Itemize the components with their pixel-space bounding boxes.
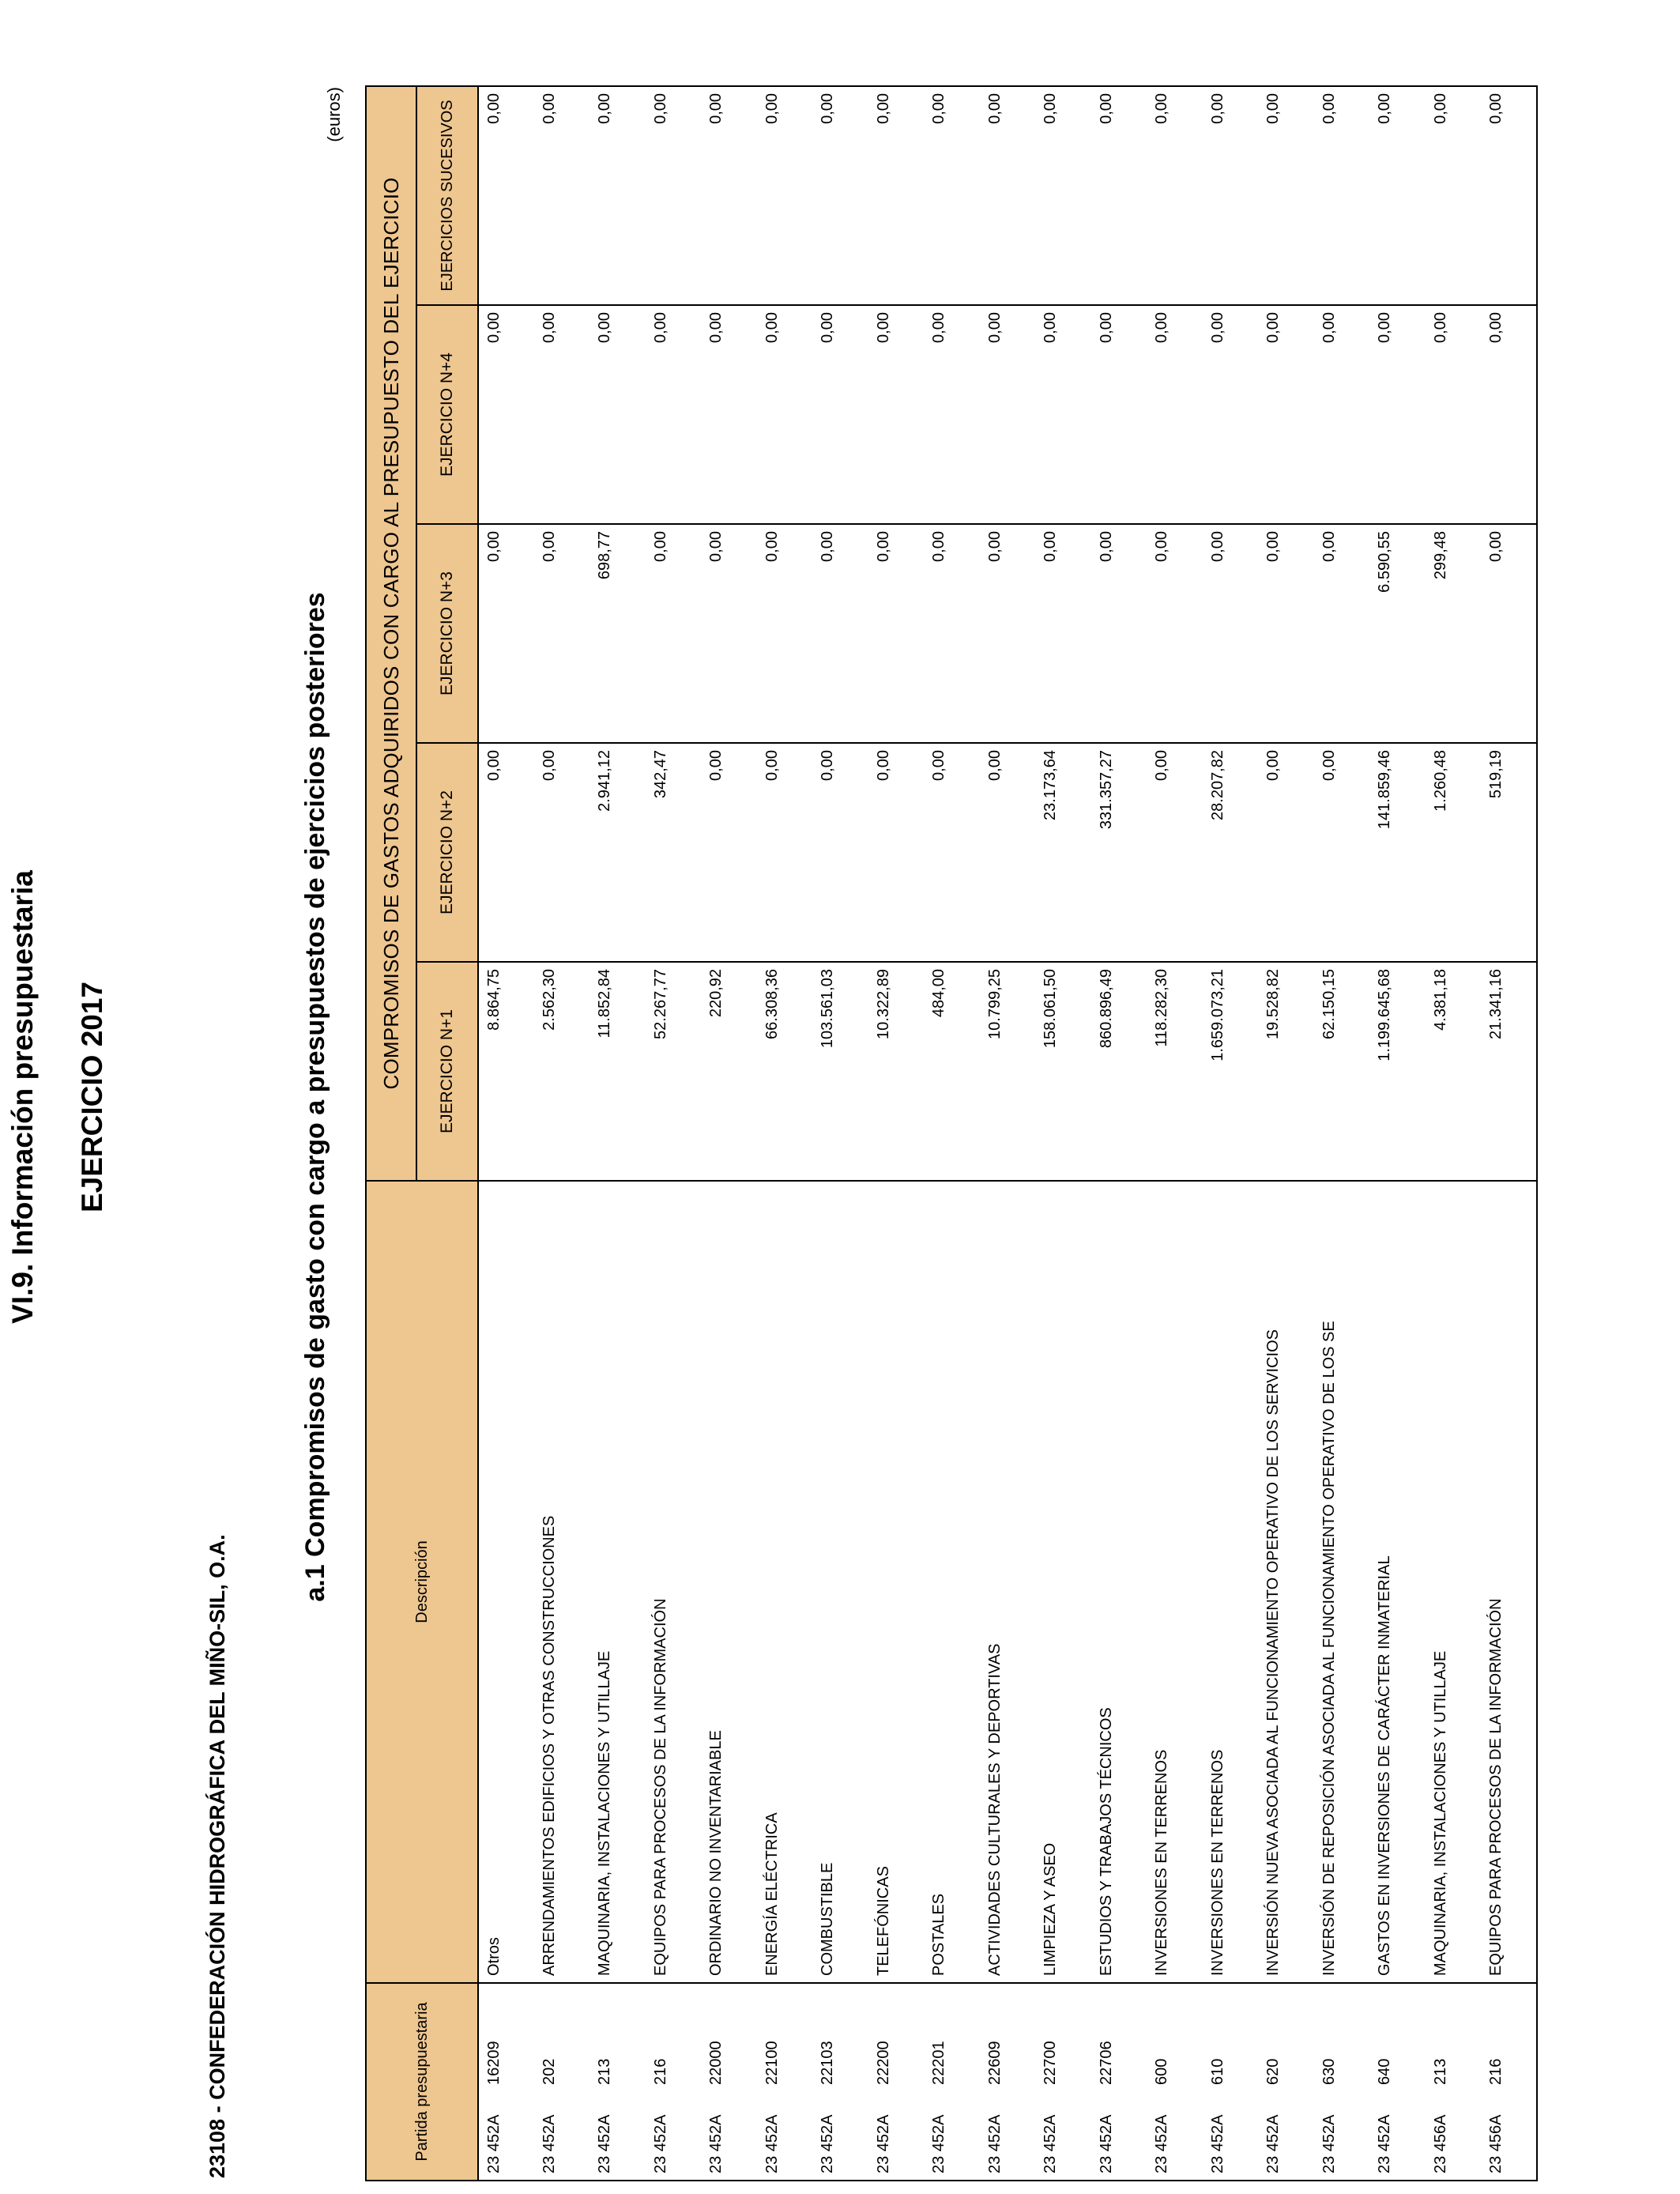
n4-cell: 0,00 xyxy=(1426,305,1482,524)
n1-cell: 8.864,75 xyxy=(478,962,534,1181)
economica-code: 620 xyxy=(1264,2058,1282,2085)
programa-code: 23 452A xyxy=(874,2114,892,2173)
n2-cell: 0,00 xyxy=(1147,743,1203,962)
partida-cell xyxy=(534,1983,590,2181)
n2-cell: 141.859,46 xyxy=(1369,743,1426,962)
descripcion-cell: Otros xyxy=(478,1181,534,1983)
partida-cell xyxy=(1426,1983,1482,2181)
n1-cell: 220,92 xyxy=(701,962,757,1181)
economica-code: 610 xyxy=(1208,2058,1226,2085)
programa-code: 23 452A xyxy=(819,2114,836,2173)
table-row xyxy=(1426,86,1482,2181)
table-row xyxy=(924,86,980,2181)
n3-cell: 6.590,55 xyxy=(1369,524,1426,743)
n2-cell: 0,00 xyxy=(1258,743,1314,962)
table-row xyxy=(1091,86,1147,2181)
n4-cell: 0,00 xyxy=(590,305,646,524)
n1-cell: 2.562,30 xyxy=(534,962,590,1181)
n1-cell: 62.150,15 xyxy=(1314,962,1370,1181)
descripcion-cell: ENERGÍA ELÉCTRICA xyxy=(757,1181,813,1983)
section-subtitle: a.1 Compromisos de gasto con cargo a presupuestos de ejercicios posteriores xyxy=(300,592,330,1602)
economica-code: 22609 xyxy=(985,2041,1004,2085)
n2-cell: 519,19 xyxy=(1481,743,1537,962)
programa-code: 23 452A xyxy=(651,2114,669,2173)
n4-cell: 0,00 xyxy=(701,305,757,524)
n4-cell: 0,00 xyxy=(812,305,868,524)
economica-code: 22103 xyxy=(819,2041,836,2085)
economica-code: 213 xyxy=(1431,2058,1449,2085)
header-descripcion: Descripción xyxy=(366,1181,478,1983)
n1-cell: 484,00 xyxy=(924,962,980,1181)
table-row xyxy=(1258,86,1314,2181)
table-row xyxy=(1035,86,1091,2181)
n3-cell: 0,00 xyxy=(924,524,980,743)
n4-cell: 0,00 xyxy=(1481,305,1537,524)
header-n1: EJERCICIO N+1 xyxy=(416,962,478,1181)
descripcion-cell: ARRENDAMIENTOS EDIFICIOS Y OTRAS CONSTRUCCIONES xyxy=(534,1181,590,1983)
page-title: VI.9. Información presupuestaria xyxy=(6,870,39,1324)
economica-code: 22100 xyxy=(763,2041,781,2085)
n2-cell: 0,00 xyxy=(478,743,534,962)
partida-cell xyxy=(757,1983,813,2181)
n3-cell: 0,00 xyxy=(646,524,702,743)
n2-cell: 331.357,27 xyxy=(1091,743,1147,962)
programa-code: 23 452A xyxy=(1264,2114,1282,2173)
n1-cell: 4.381,18 xyxy=(1426,962,1482,1181)
n3-cell: 0,00 xyxy=(1147,524,1203,743)
n1-cell: 66.308,36 xyxy=(757,962,813,1181)
n1-cell: 19.528,82 xyxy=(1258,962,1314,1181)
programa-code: 23 452A xyxy=(540,2114,558,2173)
programa-code: 23 456A xyxy=(1487,2114,1505,2173)
n4-cell: 0,00 xyxy=(1147,305,1203,524)
n3-cell: 0,00 xyxy=(1314,524,1370,743)
sucesivos-cell: 0,00 xyxy=(980,86,1036,305)
partida-cell xyxy=(1035,1983,1091,2181)
descripcion-cell: COMBUSTIBLE xyxy=(812,1181,868,1983)
programa-code: 23 452A xyxy=(1376,2114,1393,2173)
economica-code: 22201 xyxy=(930,2041,947,2085)
table-row xyxy=(812,86,868,2181)
partida-cell xyxy=(590,1983,646,2181)
programa-code: 23 452A xyxy=(1153,2114,1170,2173)
n4-cell: 0,00 xyxy=(1258,305,1314,524)
sucesivos-cell: 0,00 xyxy=(812,86,868,305)
header-n3: EJERCICIO N+3 xyxy=(416,524,478,743)
partida-cell xyxy=(1258,1983,1314,2181)
n4-cell: 0,00 xyxy=(1314,305,1370,524)
programa-code: 23 452A xyxy=(707,2114,725,2173)
economica-code: 630 xyxy=(1320,2058,1338,2085)
programa-code: 23 456A xyxy=(1431,2114,1449,2173)
partida-cell xyxy=(646,1983,702,2181)
economica-code: 213 xyxy=(596,2058,613,2085)
organization-name: 23108 - CONFEDERACIÓN HIDROGRÁFICA DEL MIÑO-SIL, O.A. xyxy=(205,1534,229,2178)
sucesivos-cell: 0,00 xyxy=(924,86,980,305)
n1-cell: 1.659.073,21 xyxy=(1203,962,1259,1181)
table-row xyxy=(534,86,590,2181)
n3-cell: 0,00 xyxy=(980,524,1036,743)
economica-code: 216 xyxy=(1487,2058,1505,2085)
partida-cell xyxy=(812,1983,868,2181)
descripcion-cell: ORDINARIO NO INVENTARIABLE xyxy=(701,1181,757,1983)
n1-cell: 1.199.645,68 xyxy=(1369,962,1426,1181)
n3-cell: 0,00 xyxy=(1481,524,1537,743)
n2-cell: 2.941,12 xyxy=(590,743,646,962)
sucesivos-cell: 0,00 xyxy=(1426,86,1482,305)
n1-cell: 103.561,03 xyxy=(812,962,868,1181)
descripcion-cell: LIMPIEZA Y ASEO xyxy=(1035,1181,1091,1983)
year-title: EJERCICIO 2017 xyxy=(76,981,108,1213)
descripcion-cell: INVERSIONES EN TERRENOS xyxy=(1147,1181,1203,1983)
n1-cell: 158.061,50 xyxy=(1035,962,1091,1181)
table-row xyxy=(1481,86,1537,2181)
descripcion-cell: EQUIPOS PARA PROCESOS DE LA INFORMACIÓN xyxy=(1481,1181,1537,1983)
table-row xyxy=(868,86,925,2181)
descripcion-cell: INVERSIONES EN TERRENOS xyxy=(1203,1181,1259,1983)
sucesivos-cell: 0,00 xyxy=(1147,86,1203,305)
n2-cell: 0,00 xyxy=(812,743,868,962)
table-row xyxy=(757,86,813,2181)
n4-cell: 0,00 xyxy=(534,305,590,524)
n3-cell: 0,00 xyxy=(757,524,813,743)
commitments-table xyxy=(365,85,1538,2181)
header-group: COMPROMISOS DE GASTOS ADQUIRIDOS CON CARGO AL PRESUPUESTO DEL EJERCICIO xyxy=(366,86,416,1181)
table-row xyxy=(701,86,757,2181)
n2-cell: 0,00 xyxy=(534,743,590,962)
n4-cell: 0,00 xyxy=(1035,305,1091,524)
header-n2: EJERCICIO N+2 xyxy=(416,743,478,962)
n1-cell: 10.799,25 xyxy=(980,962,1036,1181)
partida-cell xyxy=(1147,1983,1203,2181)
programa-code: 23 452A xyxy=(596,2114,613,2173)
n4-cell: 0,00 xyxy=(1369,305,1426,524)
sucesivos-cell: 0,00 xyxy=(757,86,813,305)
descripcion-cell: GASTOS EN INVERSIONES DE CARÁCTER INMATERIAL xyxy=(1369,1181,1426,1983)
descripcion-cell: INVERSIÓN NUEVA ASOCIADA AL FUNCIONAMIENTO OPERATIVO DE LOS SERVICIOS xyxy=(1258,1181,1314,1983)
n2-cell: 0,00 xyxy=(924,743,980,962)
programa-code: 23 452A xyxy=(930,2114,947,2173)
sucesivos-cell: 0,00 xyxy=(590,86,646,305)
n4-cell: 0,00 xyxy=(868,305,925,524)
partida-cell xyxy=(478,1983,534,2181)
n1-cell: 11.852,84 xyxy=(590,962,646,1181)
n1-cell: 52.267,77 xyxy=(646,962,702,1181)
table-row xyxy=(1369,86,1426,2181)
n2-cell: 28.207,82 xyxy=(1203,743,1259,962)
economica-code: 202 xyxy=(540,2058,558,2085)
table-row xyxy=(1203,86,1259,2181)
sucesivos-cell: 0,00 xyxy=(1203,86,1259,305)
sucesivos-cell: 0,00 xyxy=(868,86,925,305)
partida-cell xyxy=(924,1983,980,2181)
economica-code: 22706 xyxy=(1097,2041,1115,2085)
descripcion-cell: EQUIPOS PARA PROCESOS DE LA INFORMACIÓN xyxy=(646,1181,702,1983)
n4-cell: 0,00 xyxy=(1203,305,1259,524)
n2-cell: 0,00 xyxy=(980,743,1036,962)
table-row xyxy=(1314,86,1370,2181)
sucesivos-cell: 0,00 xyxy=(1091,86,1147,305)
programa-code: 23 452A xyxy=(985,2114,1004,2173)
n4-cell: 0,00 xyxy=(478,305,534,524)
n3-cell: 0,00 xyxy=(1091,524,1147,743)
sucesivos-cell: 0,00 xyxy=(478,86,534,305)
n3-cell: 299,48 xyxy=(1426,524,1482,743)
n1-cell: 10.322,89 xyxy=(868,962,925,1181)
descripcion-cell: ACTIVIDADES CULTURALES Y DEPORTIVAS xyxy=(980,1181,1036,1983)
n3-cell: 0,00 xyxy=(1203,524,1259,743)
n3-cell: 0,00 xyxy=(1035,524,1091,743)
n1-cell: 860.896,49 xyxy=(1091,962,1147,1181)
partida-cell xyxy=(701,1983,757,2181)
n2-cell: 1.260,48 xyxy=(1426,743,1482,962)
n3-cell: 0,00 xyxy=(534,524,590,743)
n4-cell: 0,00 xyxy=(646,305,702,524)
n3-cell: 0,00 xyxy=(478,524,534,743)
partida-cell xyxy=(868,1983,925,2181)
sucesivos-cell: 0,00 xyxy=(1035,86,1091,305)
programa-code: 23 452A xyxy=(485,2114,503,2173)
descripcion-cell: MAQUINARIA, INSTALACIONES Y UTILLAJE xyxy=(1426,1181,1482,1983)
descripcion-cell: ESTUDIOS Y TRABAJOS TÉCNICOS xyxy=(1091,1181,1147,1983)
economica-code: 22700 xyxy=(1042,2041,1059,2085)
n3-cell: 0,00 xyxy=(812,524,868,743)
table-row xyxy=(646,86,702,2181)
economica-code: 22200 xyxy=(874,2041,892,2085)
descripcion-cell: TELEFÓNICAS xyxy=(868,1181,925,1983)
n1-cell: 118.282,30 xyxy=(1147,962,1203,1181)
n2-cell: 0,00 xyxy=(868,743,925,962)
partida-cell xyxy=(1314,1983,1370,2181)
descripcion-cell: POSTALES xyxy=(924,1181,980,1983)
table-row xyxy=(1147,86,1203,2181)
partida-cell xyxy=(1203,1983,1259,2181)
n4-cell: 0,00 xyxy=(980,305,1036,524)
partida-cell xyxy=(1091,1983,1147,2181)
sucesivos-cell: 0,00 xyxy=(646,86,702,305)
n2-cell: 0,00 xyxy=(1314,743,1370,962)
n4-cell: 0,00 xyxy=(1091,305,1147,524)
programa-code: 23 452A xyxy=(763,2114,781,2173)
economica-code: 640 xyxy=(1376,2058,1393,2085)
table-row xyxy=(590,86,646,2181)
n1-cell: 21.341,16 xyxy=(1481,962,1537,1181)
economica-code: 600 xyxy=(1153,2058,1170,2085)
sucesivos-cell: 0,00 xyxy=(1314,86,1370,305)
partida-cell xyxy=(1369,1983,1426,2181)
n3-cell: 0,00 xyxy=(701,524,757,743)
sucesivos-cell: 0,00 xyxy=(1369,86,1426,305)
header-n4: EJERCICIO N+4 xyxy=(416,305,478,524)
sucesivos-cell: 0,00 xyxy=(1481,86,1537,305)
n3-cell: 698,77 xyxy=(590,524,646,743)
sucesivos-cell: 0,00 xyxy=(1258,86,1314,305)
economica-code: 16209 xyxy=(485,2041,503,2085)
n2-cell: 23.173,64 xyxy=(1035,743,1091,962)
table-body xyxy=(478,86,1537,2181)
n2-cell: 0,00 xyxy=(701,743,757,962)
programa-code: 23 452A xyxy=(1097,2114,1115,2173)
n4-cell: 0,00 xyxy=(924,305,980,524)
n2-cell: 0,00 xyxy=(757,743,813,962)
table-row xyxy=(980,86,1036,2181)
header-partida: Partida presupuestaria xyxy=(366,1983,478,2181)
economica-code: 216 xyxy=(651,2058,669,2085)
partida-cell xyxy=(1481,1983,1537,2181)
programa-code: 23 452A xyxy=(1042,2114,1059,2173)
programa-code: 23 452A xyxy=(1320,2114,1338,2173)
descripcion-cell: MAQUINARIA, INSTALACIONES Y UTILLAJE xyxy=(590,1181,646,1983)
n3-cell: 0,00 xyxy=(868,524,925,743)
economica-code: 22000 xyxy=(707,2041,725,2085)
sucesivos-cell: 0,00 xyxy=(701,86,757,305)
table-row xyxy=(478,86,534,2181)
n2-cell: 342,47 xyxy=(646,743,702,962)
partida-cell xyxy=(980,1983,1036,2181)
programa-code: 23 452A xyxy=(1208,2114,1226,2173)
header-sucesivos: EJERCICIOS SUCESIVOS xyxy=(416,86,478,305)
sucesivos-cell: 0,00 xyxy=(534,86,590,305)
descripcion-cell: INVERSIÓN DE REPOSICIÓN ASOCIADA AL FUNCIONAMIENTO OPERATIVO DE LOS SE xyxy=(1314,1181,1370,1983)
n3-cell: 0,00 xyxy=(1258,524,1314,743)
n4-cell: 0,00 xyxy=(757,305,813,524)
units-label: (euros) xyxy=(324,87,344,142)
